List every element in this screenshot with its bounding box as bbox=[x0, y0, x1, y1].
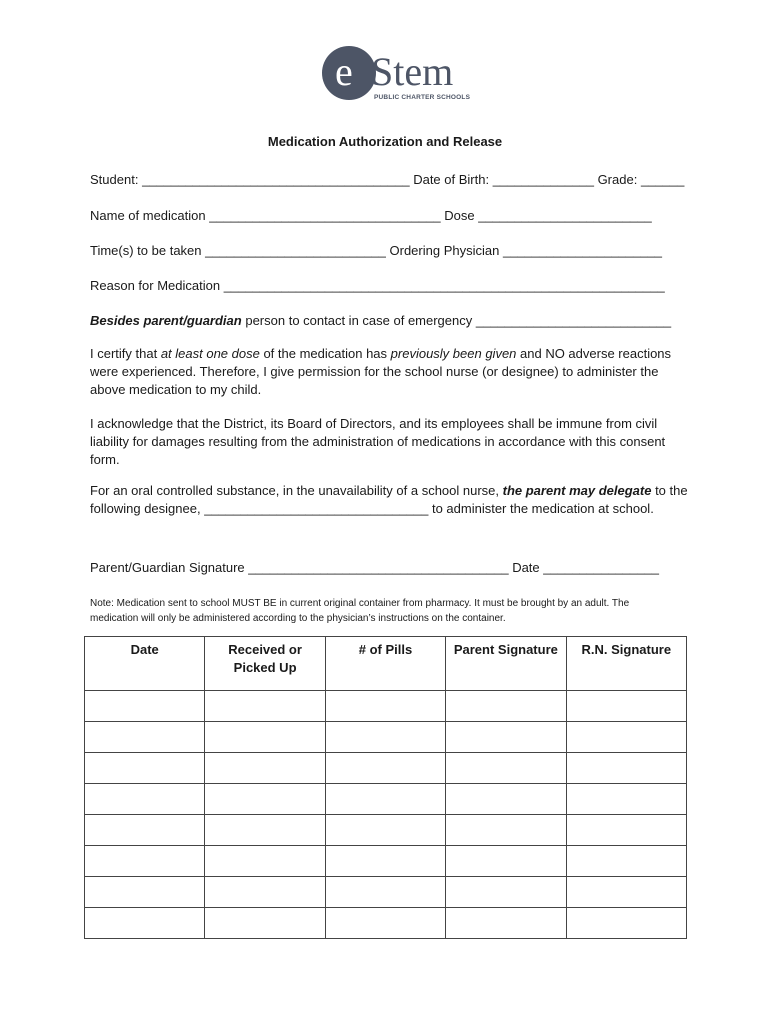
acknowledge-paragraph: I acknowledge that the District, its Board of Directors, and its employees shall be immune from civil liability for damages resulting from the administration of medications in accordance with this consent form. bbox=[90, 416, 666, 467]
table-cell[interactable] bbox=[85, 784, 205, 815]
table-cell[interactable] bbox=[85, 908, 205, 939]
table-cell[interactable] bbox=[85, 753, 205, 784]
certify-text-4: previously been given bbox=[390, 346, 517, 361]
reason-row bbox=[90, 278, 665, 294]
table-cell[interactable] bbox=[566, 877, 686, 908]
certify-paragraph bbox=[90, 345, 690, 399]
designee-field[interactable]: _______________________________ bbox=[204, 501, 429, 516]
contact-label: person to contact in case of emergency bbox=[245, 313, 473, 328]
dob-field[interactable]: ______________ bbox=[492, 172, 594, 187]
certify-text-2: at least one dose bbox=[160, 346, 260, 361]
table-cell[interactable] bbox=[205, 908, 325, 939]
certify-text-1: I certify that bbox=[90, 346, 161, 361]
header-parent-signature: Parent Signature bbox=[446, 637, 566, 691]
table-cell[interactable] bbox=[566, 815, 686, 846]
oral-substance-paragraph bbox=[90, 482, 690, 518]
logo-stem: Stem bbox=[371, 49, 454, 94]
signature-field[interactable]: ____________________________________ bbox=[248, 560, 509, 575]
table-cell[interactable] bbox=[325, 815, 445, 846]
signature-row bbox=[90, 560, 659, 576]
table-cell[interactable] bbox=[566, 784, 686, 815]
table-cell[interactable] bbox=[446, 784, 566, 815]
table-row bbox=[85, 846, 687, 877]
table-cell[interactable] bbox=[205, 846, 325, 877]
table-row bbox=[85, 753, 687, 784]
table-cell[interactable] bbox=[566, 691, 686, 722]
contact-row bbox=[90, 313, 671, 329]
table-cell[interactable] bbox=[85, 722, 205, 753]
table-cell[interactable] bbox=[325, 722, 445, 753]
oral-text-1: For an oral controlled substance, in the unavailability of a school nurse, bbox=[90, 483, 503, 498]
table-row bbox=[85, 815, 687, 846]
header-pills: # of Pills bbox=[325, 637, 445, 691]
contact-bold-label: Besides parent/guardian bbox=[90, 313, 242, 328]
table-cell[interactable] bbox=[85, 815, 205, 846]
oral-text-3: to the following designee, bbox=[90, 483, 688, 516]
table-cell[interactable] bbox=[325, 908, 445, 939]
reason-label: Reason for Medication bbox=[90, 278, 221, 293]
physician-field[interactable]: ______________________ bbox=[502, 243, 663, 258]
table-row bbox=[85, 722, 687, 753]
logo-tagline: PUBLIC CHARTER SCHOOLS bbox=[374, 94, 471, 101]
grade-field[interactable]: ______ bbox=[640, 172, 685, 187]
table-cell[interactable] bbox=[566, 722, 686, 753]
table-cell[interactable] bbox=[205, 815, 325, 846]
form-title: Medication Authorization and Release bbox=[267, 134, 503, 149]
header-rn-signature: R.N. Signature bbox=[566, 637, 686, 691]
reason-field[interactable]: _____________________________________________________________ bbox=[223, 278, 665, 293]
physician-label: Ordering Physician bbox=[389, 243, 500, 258]
note-text: Note: Medication sent to school MUST BE in current original container from pharmacy. It must be brought by an adult. The medication will only be administered according to the physician’s instructions on the container. bbox=[90, 598, 630, 624]
time-label: Time(s) to be taken bbox=[90, 243, 202, 258]
table-row bbox=[85, 691, 687, 722]
table-cell[interactable] bbox=[446, 908, 566, 939]
dose-field[interactable]: ________________________ bbox=[478, 208, 652, 223]
signature-date-field[interactable]: ________________ bbox=[543, 560, 659, 575]
table-cell[interactable] bbox=[446, 691, 566, 722]
table-cell[interactable] bbox=[446, 815, 566, 846]
medication-row bbox=[90, 208, 652, 224]
table-header-row bbox=[85, 637, 687, 691]
table-cell[interactable] bbox=[205, 753, 325, 784]
table-cell[interactable] bbox=[325, 691, 445, 722]
table-cell[interactable] bbox=[205, 877, 325, 908]
header-date: Date bbox=[85, 637, 205, 691]
oral-text-4: to administer the medication at school. bbox=[431, 501, 654, 516]
student-row bbox=[90, 172, 684, 188]
table-cell[interactable] bbox=[205, 784, 325, 815]
certify-text-5: and NO adverse reactions were experienced. Therefore, I give permission for the school nurse (or designee) to administer the above medication to my child. bbox=[90, 346, 672, 397]
student-field[interactable]: _____________________________________ bbox=[142, 172, 410, 187]
medication-field[interactable]: ________________________________ bbox=[209, 208, 441, 223]
time-field[interactable]: _________________________ bbox=[205, 243, 386, 258]
table-row bbox=[85, 908, 687, 939]
medication-label: Name of medication bbox=[90, 208, 206, 223]
table-row bbox=[85, 877, 687, 908]
table-cell[interactable] bbox=[85, 877, 205, 908]
table-cell[interactable] bbox=[325, 753, 445, 784]
signature-label: Parent/Guardian Signature bbox=[90, 560, 245, 575]
certify-text-3: of the medication has bbox=[259, 346, 391, 361]
table-cell[interactable] bbox=[325, 846, 445, 877]
medication-log-table bbox=[84, 636, 687, 939]
contact-field[interactable]: ___________________________ bbox=[475, 313, 672, 328]
table-cell[interactable] bbox=[566, 846, 686, 877]
table-cell[interactable] bbox=[446, 846, 566, 877]
table-row bbox=[85, 784, 687, 815]
table-cell[interactable] bbox=[446, 753, 566, 784]
table-cell[interactable] bbox=[85, 846, 205, 877]
table-cell[interactable] bbox=[446, 877, 566, 908]
signature-date-label: Date bbox=[512, 560, 540, 575]
table-cell[interactable] bbox=[446, 722, 566, 753]
header-received: Received or Picked Up bbox=[205, 637, 325, 691]
table-cell[interactable] bbox=[566, 908, 686, 939]
grade-label: Grade: bbox=[597, 172, 638, 187]
table-cell[interactable] bbox=[205, 691, 325, 722]
table-cell[interactable] bbox=[325, 877, 445, 908]
table-cell[interactable] bbox=[205, 722, 325, 753]
table-cell[interactable] bbox=[566, 753, 686, 784]
student-label: Student: bbox=[90, 172, 139, 187]
time-row bbox=[90, 243, 662, 259]
oral-text-2: the parent may delegate bbox=[502, 483, 652, 498]
table-cell[interactable] bbox=[85, 691, 205, 722]
dose-label: Dose bbox=[444, 208, 475, 223]
estem-logo bbox=[320, 44, 471, 104]
table-cell[interactable] bbox=[325, 784, 445, 815]
dob-label: Date of Birth: bbox=[413, 172, 490, 187]
logo-e: e bbox=[335, 49, 353, 94]
